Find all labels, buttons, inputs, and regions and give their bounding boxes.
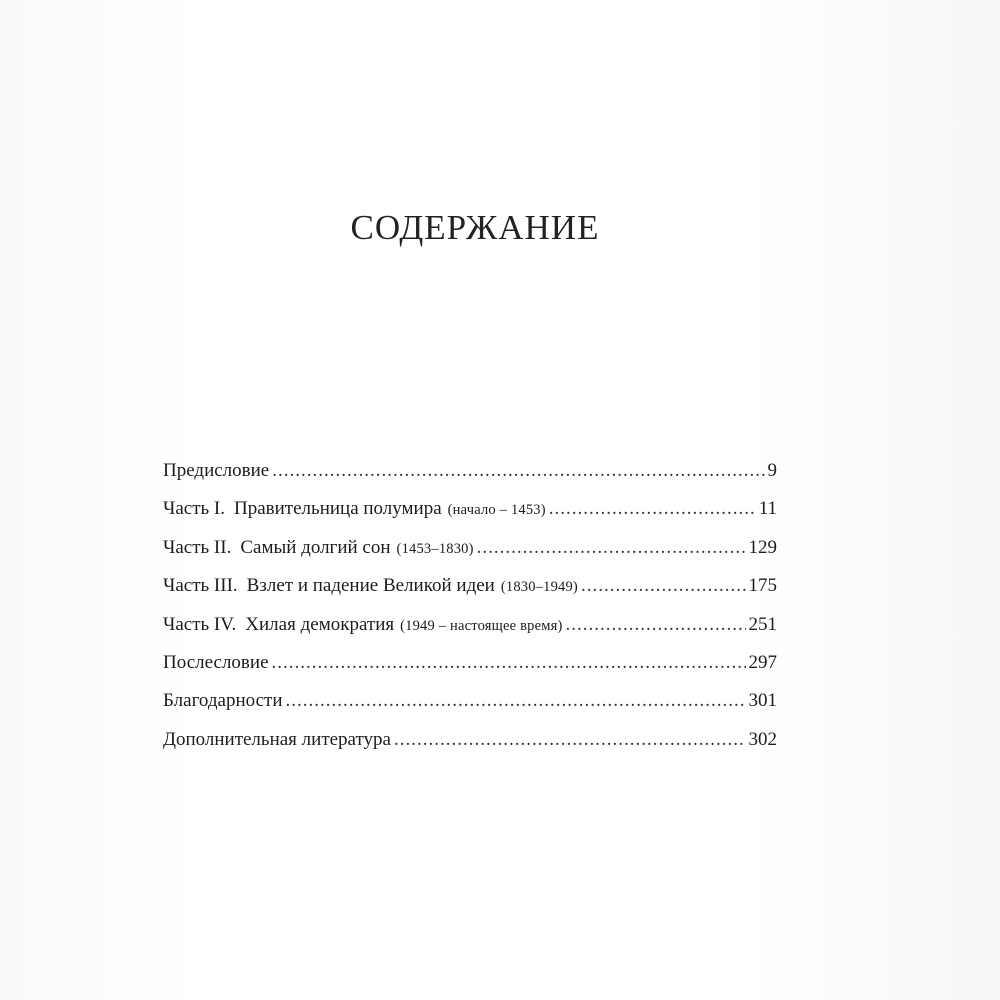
toc-entry-further-reading [163, 729, 777, 767]
toc-entry-page: 302 [748, 728, 777, 750]
toc-entry-part: Часть IV. [163, 613, 237, 635]
toc-entry-dates: (1453–1830) [396, 540, 474, 557]
toc-entry-part-2 [163, 537, 777, 575]
toc-entry-page: 175 [748, 575, 777, 597]
toc-entry-page: 129 [748, 536, 777, 558]
toc-entry-part-3 [163, 575, 777, 613]
contents-heading: СОДЕРЖАНИЕ [350, 208, 600, 247]
dot-leader [272, 460, 764, 482]
toc-entry-dates: (1949 – настоящее время) [400, 617, 563, 634]
dot-leader [566, 614, 746, 636]
dot-leader [477, 537, 746, 559]
toc-entry-title: Благодарности [163, 690, 283, 712]
toc-entry-acknowledgements [163, 690, 777, 728]
dot-leader [272, 652, 746, 674]
toc-entry-title: Правительница полумира [234, 498, 442, 520]
toc-entry-title: Взлет и падение Великой идеи [246, 575, 495, 597]
toc-entry-page: 297 [748, 651, 777, 673]
toc-entry-part: Часть II. [163, 536, 232, 558]
toc-entry-title: Предисловие [163, 460, 270, 481]
toc-entry-page: 301 [748, 690, 777, 712]
toc-entry-page: 251 [748, 613, 777, 635]
toc-entry-page: 9 [767, 460, 777, 481]
toc-entry-title: Хилая демократия [245, 613, 395, 635]
toc-entry-afterword [163, 652, 777, 690]
toc-entry-dates: (начало – 1453) [447, 502, 546, 519]
table-of-contents [163, 460, 777, 767]
toc-entry-part: Часть III. [163, 575, 238, 597]
toc-entry-page: 11 [758, 498, 777, 520]
toc-entry-preface [163, 460, 777, 498]
toc-entry-title: Дополнительная литература [163, 728, 391, 750]
dot-leader [394, 729, 746, 751]
toc-entry-title: Самый долгий сон [240, 536, 391, 558]
dot-leader [549, 498, 756, 520]
toc-entry-part-1 [163, 498, 777, 536]
dot-leader [286, 690, 746, 712]
dot-leader [581, 575, 746, 597]
toc-entry-dates: (1830–1949) [500, 579, 578, 596]
toc-entry-part: Часть I. [163, 498, 226, 520]
toc-entry-part-4 [163, 614, 777, 652]
toc-entry-title: Послесловие [163, 651, 269, 673]
